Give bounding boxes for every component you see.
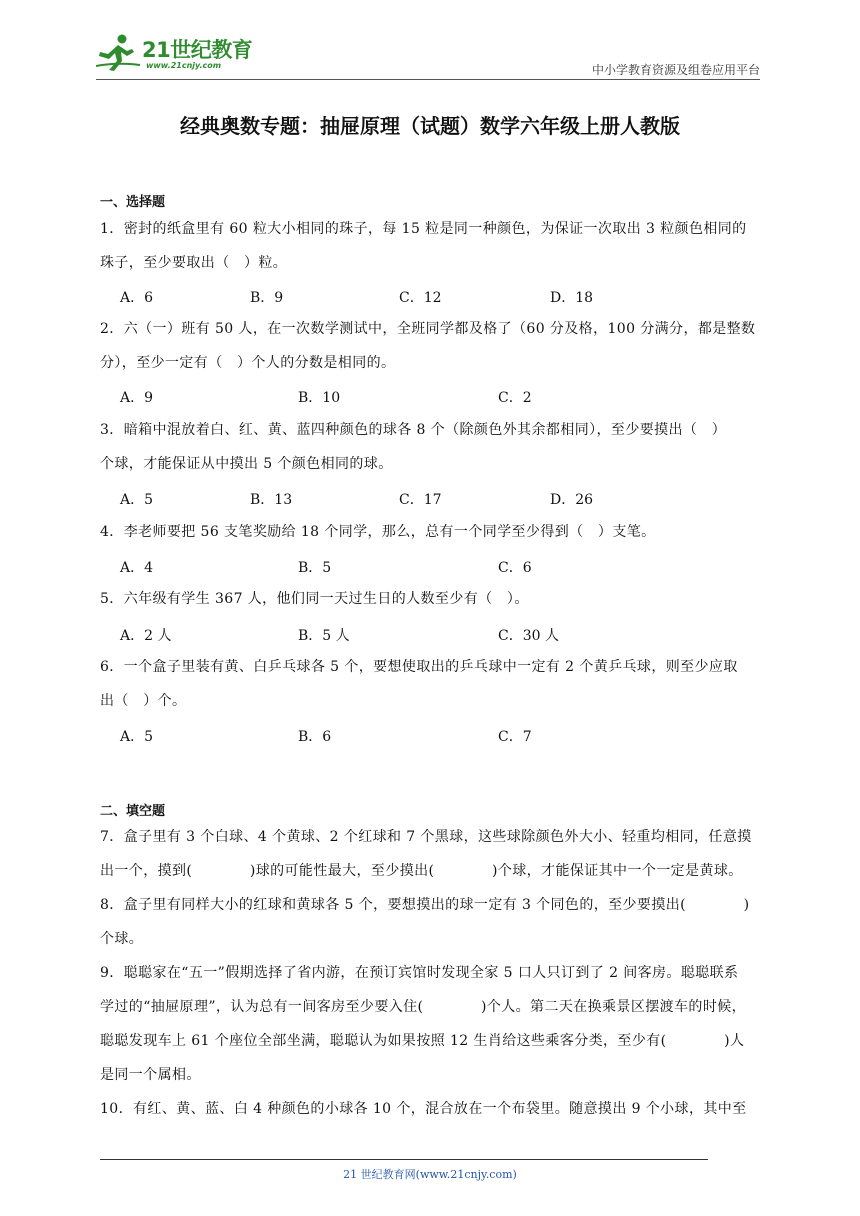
option-c[interactable]: C．30 人: [498, 628, 559, 644]
question-5: [100, 582, 764, 616]
question-8: [100, 888, 764, 956]
question-text: 6．一个盒子里装有黄、白乒乓球各 5 个，要想使取出的乒乓球中一定有 2 个黄乒乓球，则至少应取: [100, 659, 738, 675]
option-b[interactable]: B．5: [298, 560, 332, 576]
question-text: 珠子，至少要取出（ ）粒。: [100, 255, 288, 271]
question-text: 出（ ）个。: [100, 693, 187, 709]
question-text: 学过的“抽屉原理”，认为总有一间客房至少要入住( )个人。第二天在换乘景区摆渡车的时候，: [100, 999, 747, 1015]
question-text: 3．暗箱中混放着白、红、黄、蓝四种颜色的球各 8 个（除颜色外其余都相同），至少要摸出（ ）: [100, 422, 727, 438]
logo-text: 21世纪教育: [142, 38, 253, 62]
question-9: [100, 956, 764, 1092]
question-text: 8．盒子里有同样大小的红球和黄球各 5 个，要想摸出的球一定有 3 个同色的，至少要摸出( ): [100, 897, 750, 913]
option-a[interactable]: A．2 人: [120, 628, 172, 644]
header-divider: [96, 79, 760, 80]
option-d[interactable]: D．18: [550, 290, 594, 306]
page-footer[interactable]: 21 世纪教育网(www.21cnjy.com): [343, 1168, 517, 1181]
question-text: 4．李老师要把 56 支笔奖励给 18 个同学，那么，总有一个同学至少得到（ ）支笔。: [100, 524, 656, 540]
option-a[interactable]: A．5: [120, 729, 154, 745]
runner-logo-icon: [96, 32, 142, 72]
page-title: 经典奥数专题：抽屉原理（试题）数学六年级上册人教版: [180, 114, 680, 138]
option-a[interactable]: A．4: [120, 560, 154, 576]
logo-url: www.21cnjy.com: [146, 61, 222, 70]
option-c[interactable]: C．7: [498, 729, 532, 745]
option-c[interactable]: C．2: [498, 390, 532, 406]
option-b[interactable]: B．10: [298, 390, 341, 406]
question-3: [100, 413, 764, 481]
question-text: 1．密封的纸盒里有 60 粒大小相同的珠子，每 15 粒是同一种颜色，为保证一次取出 3 粒颜色相同的: [100, 221, 747, 237]
question-text: 聪聪发现车上 61 个座位全部坐满，聪聪认为如果按照 12 生肖给这些乘客分类，至少有( )人: [100, 1033, 745, 1049]
option-c[interactable]: C．12: [399, 290, 442, 306]
question-text: 是同一个属相。: [100, 1067, 201, 1083]
option-b[interactable]: B．6: [298, 729, 332, 745]
option-b[interactable]: B．5 人: [298, 628, 350, 644]
option-d[interactable]: D．26: [550, 492, 594, 508]
question-text: 2．六（一）班有 50 人，在一次数学测试中，全班同学都及格了（60 分及格，100 分满分，都是整数: [100, 321, 756, 337]
platform-name: 中小学教育资源及组卷应用平台: [591, 63, 760, 77]
option-c[interactable]: C．6: [498, 560, 532, 576]
page-header: [96, 30, 760, 80]
question-text: 个球。: [100, 931, 144, 947]
option-a[interactable]: A．9: [120, 390, 154, 406]
option-b[interactable]: B．13: [250, 492, 293, 508]
question-text: 分），至少一定有（ ）个人的分数是相同的。: [100, 355, 396, 371]
question-text: 5．六年级有学生 367 人，他们同一天过生日的人数至少有（ ）。: [100, 591, 529, 607]
question-2: [100, 312, 764, 380]
site-logo: [96, 30, 256, 78]
option-a[interactable]: A．5: [120, 492, 154, 508]
question-text: 10．有红、黄、蓝、白 4 种颜色的小球各 10 个，混合放在一个布袋里。随意摸出 9 个小球，其中至: [100, 1101, 747, 1117]
option-c[interactable]: C．17: [399, 492, 442, 508]
question-4: [100, 515, 764, 549]
question-1: [100, 212, 764, 280]
option-a[interactable]: A．6: [120, 290, 154, 306]
question-7: [100, 820, 764, 888]
section-heading-fill: 二、填空题: [100, 804, 166, 819]
question-text: 出一个，摸到( )球的可能性最大，至少摸出( )个球，才能保证其中一个一定是黄球。: [100, 863, 743, 879]
question-text: 个球，才能保证从中摸出 5 个颜色相同的球。: [100, 456, 393, 472]
question-text: 7．盒子里有 3 个白球、4 个黄球、2 个红球和 7 个黑球，这些球除颜色外大小、轻重均相同，任意摸: [100, 829, 752, 845]
section-heading-choice: 一、选择题: [100, 195, 166, 210]
option-b[interactable]: B．9: [250, 290, 284, 306]
question-10: [100, 1092, 764, 1126]
question-text: 9．聪聪家在“五一”假期选择了省内游，在预订宾馆时发现全家 5 口人只订到了 2 间客房。聪聪联系: [100, 965, 739, 981]
footer-divider: [100, 1159, 708, 1160]
question-6: [100, 650, 764, 718]
